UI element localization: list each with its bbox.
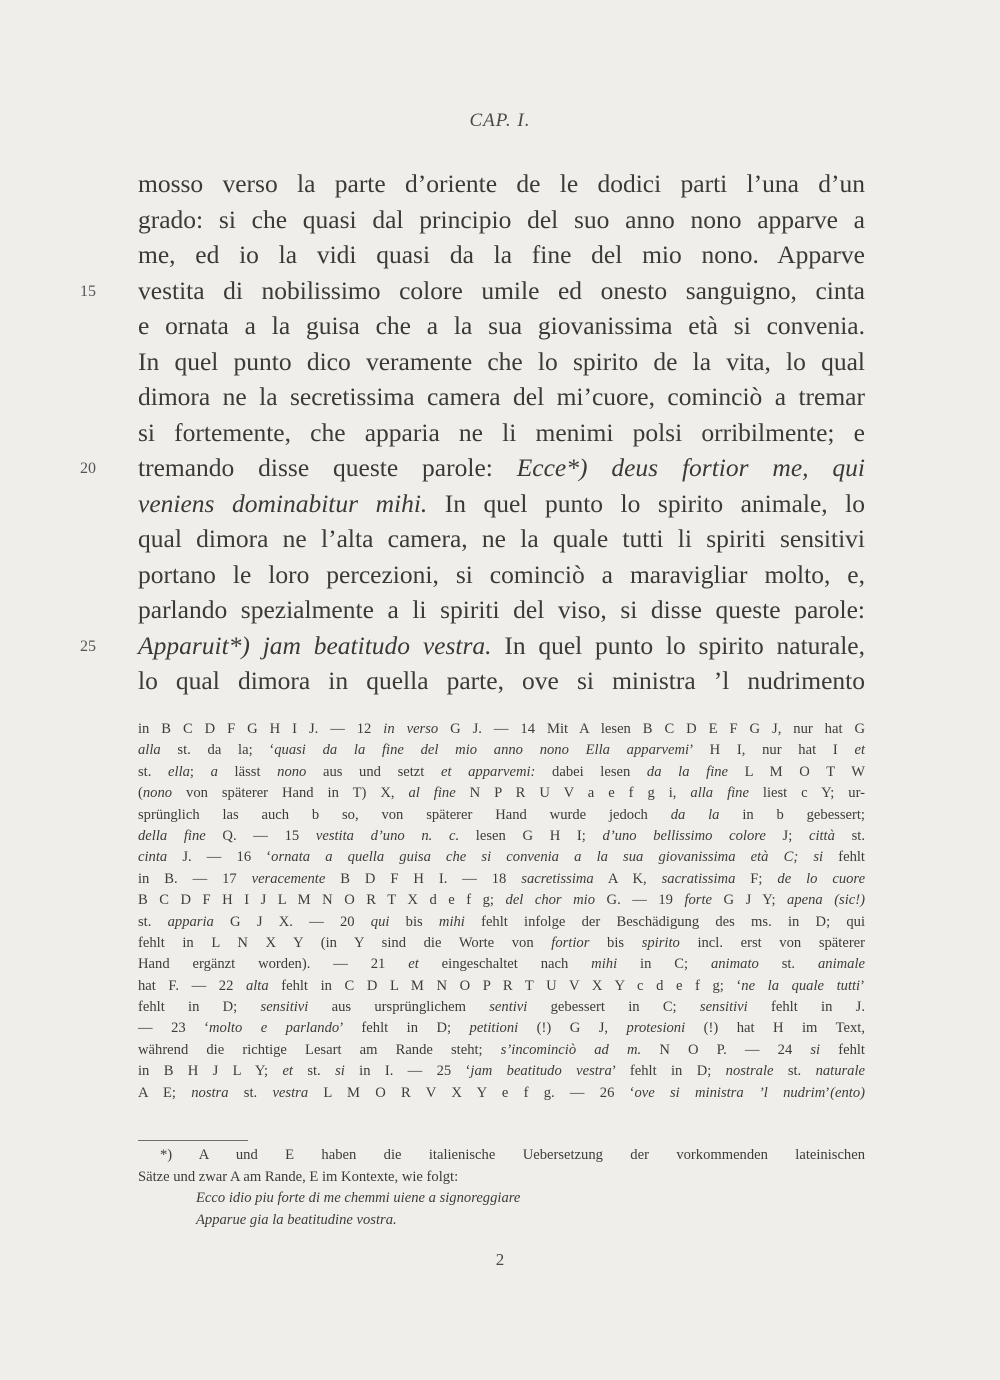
- footnote-rule: [138, 1140, 248, 1141]
- text-segment: fehlt: [823, 849, 865, 866]
- italic-text: forte: [684, 892, 713, 909]
- text-segment: st.: [773, 1063, 816, 1080]
- text-segment: fehlt: [820, 1041, 865, 1058]
- text-segment: vestita di nobilissimo colore umile ed onesto sanguigno, cinta: [138, 275, 865, 305]
- italic-text: ne la quale tutti: [741, 977, 861, 994]
- text-line: [138, 557, 865, 593]
- italic-text: mihi: [438, 913, 465, 930]
- italic-text: fortior: [551, 934, 590, 951]
- critical-apparatus: [138, 719, 865, 1104]
- text-segment: In quel punto dico veramente che lo spirito de la vita, lo qual: [138, 346, 865, 376]
- italic-text: ornata a quella guisa che si convenia a la sua giovanissima età C; si: [271, 849, 824, 866]
- italic-text: nono: [277, 763, 307, 780]
- text-segment: e ornata a la guisa che a la sua giovanissima età si convenia.: [138, 311, 865, 340]
- text-segment: ’: [825, 1084, 831, 1101]
- text-segment: portano le loro percezioni, si cominciò a maravigliar molto, e,: [138, 559, 865, 589]
- page-number: 2: [495, 1250, 505, 1269]
- text-line: [80, 628, 865, 664]
- text-segment: N P R U V a e f g i,: [455, 785, 691, 802]
- text-segment: hat F. — 22: [138, 977, 246, 994]
- italic-text: apparia: [167, 913, 214, 930]
- text-segment: von späterer Hand in T) X,: [172, 785, 409, 802]
- text-segment: ’ fehlt in D;: [339, 1020, 470, 1037]
- text-segment: B D F H I. — 18: [325, 870, 522, 887]
- italic-text: qui: [370, 913, 390, 930]
- line-number: 20: [80, 460, 96, 477]
- footnote-quote: Ecco idio piu forte di me chemmi uiene a signoreggiare: [196, 1190, 521, 1206]
- text-segment: G J X. — 20: [213, 913, 371, 930]
- text-segment: me, ed io la vidi quasi da la fine del mio nono. Apparve: [138, 240, 865, 269]
- italic-text: ove si ministra ’l nudrim: [634, 1084, 826, 1101]
- text-line: [138, 202, 865, 238]
- italic-text: molto e parlando: [209, 1020, 340, 1037]
- italic-text: animato: [710, 956, 759, 973]
- line-number: 15: [80, 282, 96, 300]
- text-segment: ’: [860, 977, 865, 994]
- text-segment: qual dimora ne l’alta camera, ne la quale tutti li spiriti sensitivi: [138, 524, 865, 553]
- footnote-quote: Apparue gia la beatitudine vostra.: [196, 1211, 397, 1228]
- note-line: [138, 997, 865, 1018]
- footnote-line: Sätze und zwar A am Rande, E im Kontexte, wie folgt:: [138, 1168, 459, 1185]
- text-line: [138, 592, 865, 628]
- text-segment: tremando disse queste parole:: [138, 453, 517, 482]
- italic-text: città: [808, 827, 835, 844]
- italic-text: in verso: [383, 721, 439, 737]
- text-line: [138, 379, 865, 415]
- text-segment: st.: [758, 956, 818, 973]
- footnote: [138, 1145, 865, 1231]
- note-line: [138, 762, 865, 783]
- text-segment: in B H J L Y;: [138, 1063, 283, 1080]
- italic-text: nostrale: [725, 1063, 774, 1080]
- italic-text: mihi: [591, 956, 618, 973]
- italic-text: jam beatitudo vestra: [470, 1063, 612, 1080]
- italic-text: Apparuit*) jam beatitudo vestra.: [138, 630, 492, 660]
- text-segment: (!) G J,: [518, 1020, 627, 1037]
- text-segment: in I. — 25 ‘: [344, 1063, 471, 1080]
- italic-text: si: [335, 1063, 345, 1080]
- italic-text: sacratissima: [661, 870, 736, 887]
- text-line: [138, 308, 865, 344]
- note-line: [138, 954, 865, 975]
- italic-text: del chor mio: [505, 892, 596, 909]
- text-segment: incl. erst von späterer: [679, 934, 866, 951]
- text-segment: grado: si che quasi dal principio del suo anno nono apparve a: [138, 204, 865, 234]
- italic-text: veniens dominabitur mihi.: [138, 488, 428, 518]
- text-segment: eingeschaltet nach: [418, 956, 592, 973]
- line-number: 25: [80, 637, 96, 655]
- italic-text: nono: [142, 785, 173, 802]
- italic-text: a: [210, 763, 218, 780]
- note-line: [138, 890, 865, 911]
- italic-text: si: [810, 1041, 821, 1058]
- text-segment: Hand ergänzt worden). — 21: [138, 956, 409, 973]
- italic-text: et: [854, 742, 866, 759]
- text-line: [138, 521, 865, 557]
- text-segment: A K,: [593, 870, 662, 887]
- italic-text: al fine: [408, 785, 456, 802]
- note-line: [138, 1040, 865, 1061]
- text-segment: L M O T W: [728, 763, 865, 780]
- italic-text: animale: [817, 956, 865, 973]
- text-segment: mosso verso la parte d’oriente de le dodici parti l’una d’un: [138, 169, 865, 198]
- text-line: [138, 486, 865, 522]
- text-segment: st.: [138, 763, 169, 780]
- note-line: [138, 933, 865, 954]
- text-segment: dabei lesen: [535, 763, 647, 780]
- italic-text: da la fine: [646, 763, 729, 780]
- italic-text: sensitivi: [260, 999, 309, 1016]
- note-line: [138, 1061, 865, 1082]
- italic-text: de lo cuore: [777, 870, 866, 887]
- text-segment: st.: [292, 1063, 336, 1080]
- text-segment: J;: [765, 827, 809, 844]
- text-line: [138, 415, 865, 451]
- text-segment: Q. — 15: [205, 827, 316, 844]
- text-segment: B C D F H I J L M N O R T X d e f g;: [138, 892, 506, 909]
- note-line: [138, 740, 865, 761]
- text-segment: st. da la; ‘: [160, 742, 275, 759]
- italic-text: et: [282, 1063, 293, 1080]
- text-segment: dimora ne la secretissima camera del mi’cuore, cominciò a tremar: [138, 382, 865, 411]
- italic-text: alta: [245, 977, 269, 994]
- running-head: CAP. I.: [469, 110, 531, 131]
- text-segment: ;: [189, 763, 211, 780]
- italic-text: (ento): [830, 1084, 865, 1101]
- text-segment: N O P. — 24: [641, 1041, 811, 1058]
- text-segment: fehlt in C D L M N O P R T U V X Y c d e f g; ‘: [268, 977, 742, 994]
- text-segment: sprünglich las auch b so, von späterer Hand wurde jedoch: [138, 806, 671, 823]
- note-line: [138, 719, 865, 740]
- text-line: [138, 663, 865, 699]
- text-segment: in B C D F G H I J. — 12: [138, 721, 384, 737]
- footnote-line: *) A und E haben die italienische Uebersetzung der vorkommenden lateinischen: [160, 1147, 865, 1163]
- italic-text: quasi da la fine del mio anno nono Ella apparvemi: [274, 742, 690, 759]
- text-segment: L M O R V X Y e f g. — 26 ‘: [308, 1084, 635, 1101]
- italic-text: sensitivi: [699, 999, 748, 1016]
- italic-text: alla: [138, 742, 161, 759]
- text-segment: In quel punto lo spirito animale, lo: [427, 488, 866, 518]
- italic-text: apena (sic!): [787, 892, 865, 909]
- italic-text: spirito: [641, 934, 680, 951]
- text-segment: si fortemente, che apparia ne li menimi polsi orribilmente; e: [138, 417, 865, 447]
- main-text-block: [80, 166, 866, 699]
- italic-text: della fine: [138, 827, 206, 844]
- text-segment: fehlt in D;: [138, 999, 261, 1016]
- text-line: [138, 166, 865, 202]
- text-segment: liest c Y; ur-: [748, 785, 866, 802]
- note-line: [138, 976, 865, 997]
- text-segment: lesen G H I;: [459, 827, 603, 844]
- text-segment: in B. — 17: [138, 870, 252, 887]
- italic-text: Ecce*) deus fortior me, qui: [516, 453, 865, 482]
- note-line: [138, 847, 865, 868]
- text-segment: bis: [589, 934, 642, 951]
- italic-text: alla fine: [690, 785, 749, 802]
- note-line: [138, 826, 865, 847]
- text-segment: st.: [228, 1084, 273, 1101]
- note-line: [138, 1083, 865, 1104]
- italic-text: nostra: [191, 1084, 229, 1101]
- text-segment: G. — 19: [595, 892, 685, 909]
- text-segment: gebessert in C;: [527, 999, 700, 1016]
- italic-text: petitioni: [469, 1020, 519, 1037]
- text-segment: A E;: [138, 1084, 192, 1101]
- italic-text: s’incominciò ad m.: [500, 1041, 642, 1058]
- italic-text: vestra: [272, 1084, 309, 1101]
- text-line: [138, 344, 865, 380]
- italic-text: veracemente: [251, 870, 326, 887]
- italic-text: da la: [670, 806, 720, 823]
- text-segment: in b gebessert;: [719, 806, 865, 823]
- italic-text: ella: [168, 763, 190, 780]
- text-segment: lo qual dimora in quella parte, ove si ministra ’l nudrimento: [138, 666, 865, 695]
- text-segment: In quel punto lo spirito naturale,: [491, 630, 865, 660]
- italic-text: sentivi: [489, 999, 528, 1016]
- italic-text: cinta: [138, 849, 168, 866]
- text-segment: lässt: [217, 763, 278, 780]
- text-segment: fehlt infolge der Beschädigung des ms. in D; qui: [464, 913, 865, 930]
- italic-text: et apparvemi:: [440, 763, 536, 780]
- text-line: [138, 237, 865, 273]
- text-segment: F;: [735, 870, 778, 887]
- text-segment: aus und setzt: [306, 763, 441, 780]
- text-line: [80, 273, 865, 309]
- text-segment: — 23 ‘: [138, 1020, 209, 1037]
- text-line: [80, 450, 865, 486]
- note-line: [138, 1018, 865, 1039]
- text-segment: G J. — 14 Mit A lesen B C D E F G J, nur hat G: [438, 721, 865, 737]
- text-segment: (!) hat H im Text,: [685, 1020, 865, 1037]
- text-segment: G J Y;: [712, 892, 788, 909]
- italic-text: naturale: [815, 1063, 866, 1080]
- text-segment: fehlt in J.: [747, 999, 865, 1016]
- text-segment: aus ursprünglichem: [308, 999, 490, 1016]
- text-segment: ’ fehlt in D;: [611, 1063, 726, 1080]
- italic-text: sacretissima: [521, 870, 594, 887]
- text-segment: bis: [389, 913, 439, 930]
- text-segment: in C;: [617, 956, 711, 973]
- text-segment: J. — 16 ‘: [167, 849, 272, 866]
- italic-text: d’uno bellissimo colore: [602, 827, 766, 844]
- text-segment: (: [138, 785, 143, 802]
- italic-text: et: [408, 956, 419, 973]
- text-segment: parlando spezialmente a li spiriti del viso, si disse queste parole:: [138, 595, 865, 624]
- note-line: [138, 783, 865, 804]
- text-segment: st.: [834, 827, 865, 844]
- text-segment: ’ H I, nur hat I: [689, 742, 855, 759]
- note-line: [138, 805, 865, 826]
- note-line: [138, 869, 865, 890]
- note-line: [138, 912, 865, 933]
- text-segment: während die richtige Lesart am Rande steht;: [138, 1041, 501, 1058]
- text-segment: fehlt in L N X Y (in Y sind die Worte von: [138, 934, 552, 951]
- italic-text: protesioni: [626, 1020, 686, 1037]
- text-segment: st.: [138, 913, 168, 930]
- italic-text: vestita d’uno n. c.: [315, 827, 460, 844]
